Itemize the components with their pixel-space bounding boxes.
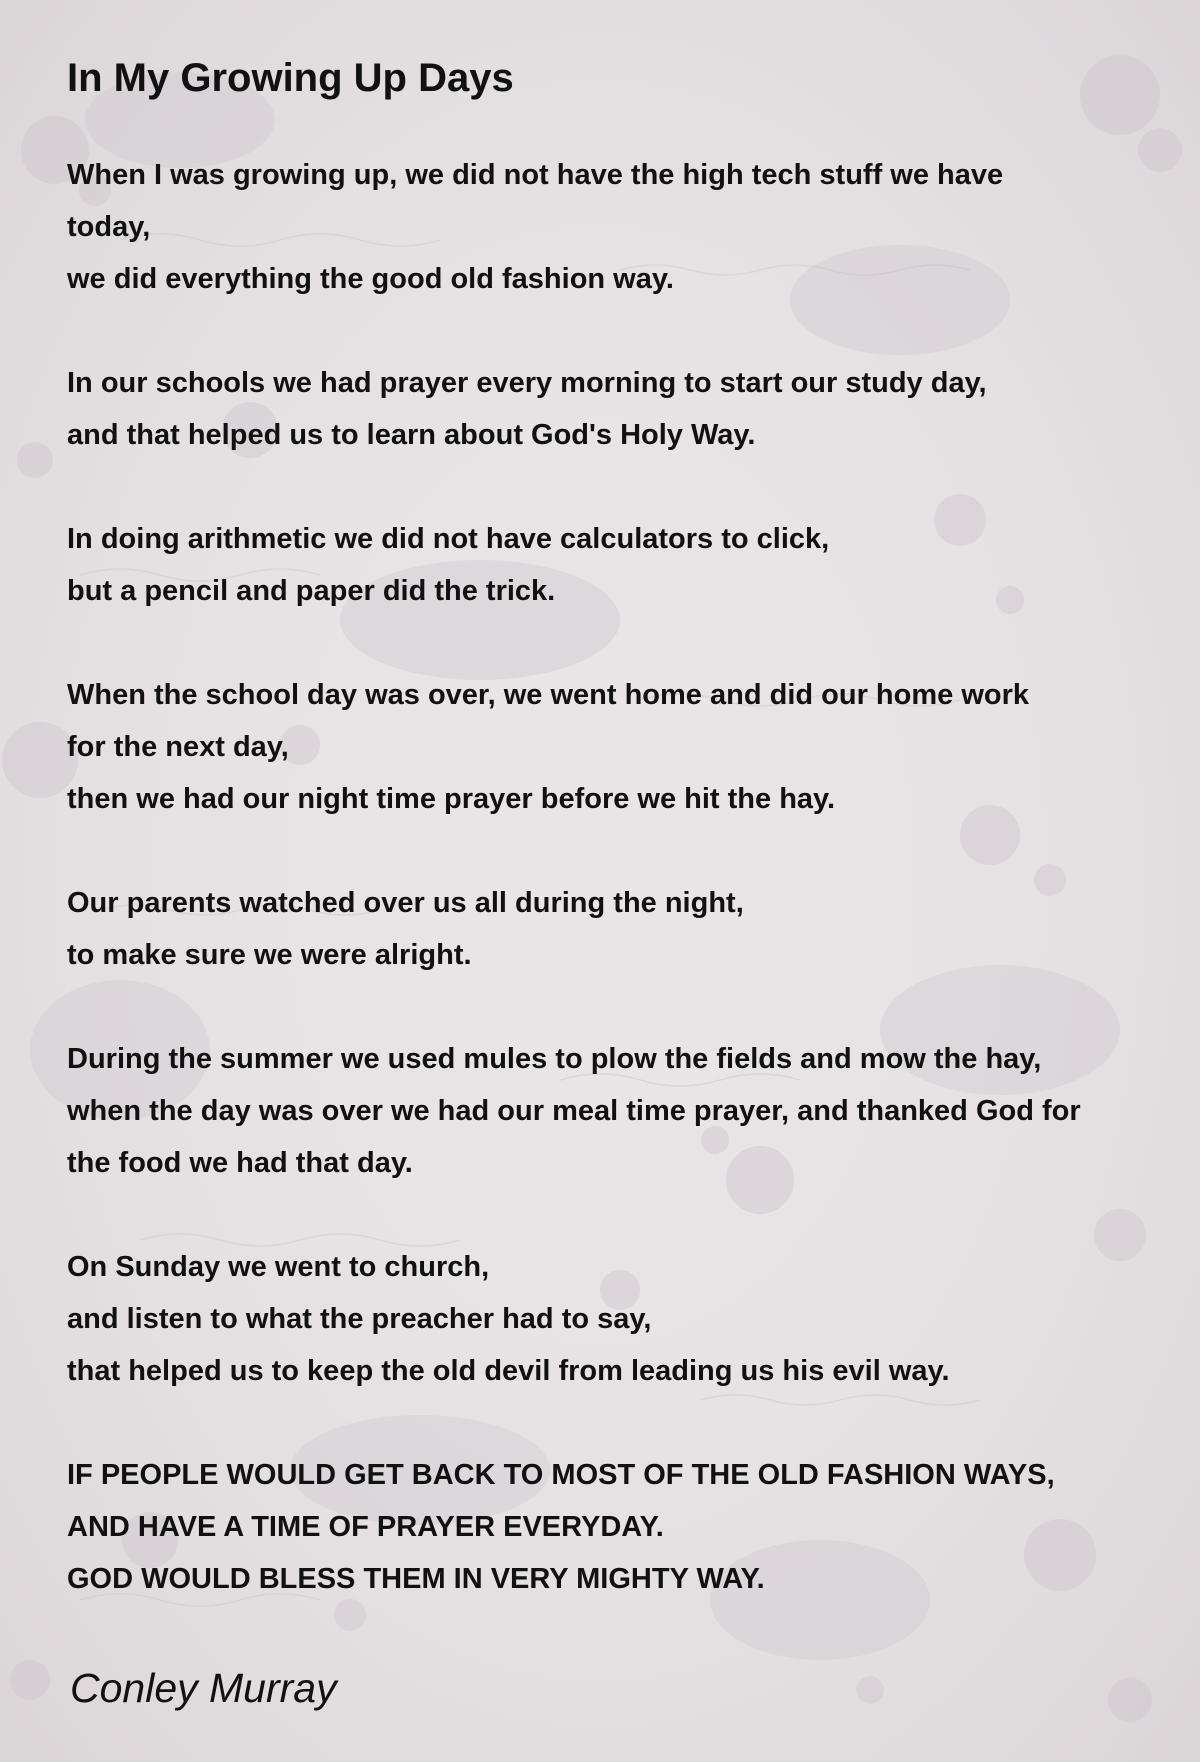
poem-author: Conley Murray xyxy=(70,1665,337,1711)
poem-line: During the summer we used mules to plow the fields and mow the hay, xyxy=(67,1043,1042,1075)
poem-line: AND HAVE A TIME OF PRAYER EVERYDAY. xyxy=(67,1511,664,1543)
poem-body xyxy=(67,149,1200,1657)
stanza xyxy=(67,513,1200,617)
poem-line: that helped us to keep the old devil from leading us his evil way. xyxy=(67,1355,950,1387)
poem-line: to make sure we were alright. xyxy=(67,939,472,971)
stanza xyxy=(67,1449,1200,1605)
poem-line: today, xyxy=(67,211,151,243)
poem-line: When I was growing up, we did not have the high tech stuff we have xyxy=(67,159,1004,191)
stanza xyxy=(67,877,1200,981)
stanza xyxy=(67,357,1200,461)
poem-line: we did everything the good old fashion way. xyxy=(67,263,674,295)
poem-line: IF PEOPLE WOULD GET BACK TO MOST OF THE OLD FASHION WAYS, xyxy=(67,1459,1055,1491)
poem-line: On Sunday we went to church, xyxy=(67,1251,490,1283)
poem-line: then we had our night time prayer before we hit the hay. xyxy=(67,783,836,815)
stanza xyxy=(67,1241,1200,1397)
poem-title: In My Growing Up Days xyxy=(67,56,514,100)
poem-line: and listen to what the preacher had to say, xyxy=(67,1303,652,1335)
poem-line: the food we had that day. xyxy=(67,1147,413,1179)
poem-line: When the school day was over, we went home and did our home work xyxy=(67,679,1029,711)
stanza xyxy=(67,1033,1200,1189)
poem-line: but a pencil and paper did the trick. xyxy=(67,575,556,607)
poem-line: for the next day, xyxy=(67,731,289,763)
poem-line: when the day was over we had our meal time prayer, and thanked God for xyxy=(67,1095,1081,1127)
poem-line: GOD WOULD BLESS THEM IN VERY MIGHTY WAY. xyxy=(67,1563,765,1595)
poem-line: and that helped us to learn about God's Holy Way. xyxy=(67,419,756,451)
stanza xyxy=(67,149,1200,305)
stanza xyxy=(67,669,1200,825)
poem-line: In our schools we had prayer every morning to start our study day, xyxy=(67,367,987,399)
poem-line: In doing arithmetic we did not have calculators to click, xyxy=(67,523,830,555)
poem-line: Our parents watched over us all during the night, xyxy=(67,887,744,919)
